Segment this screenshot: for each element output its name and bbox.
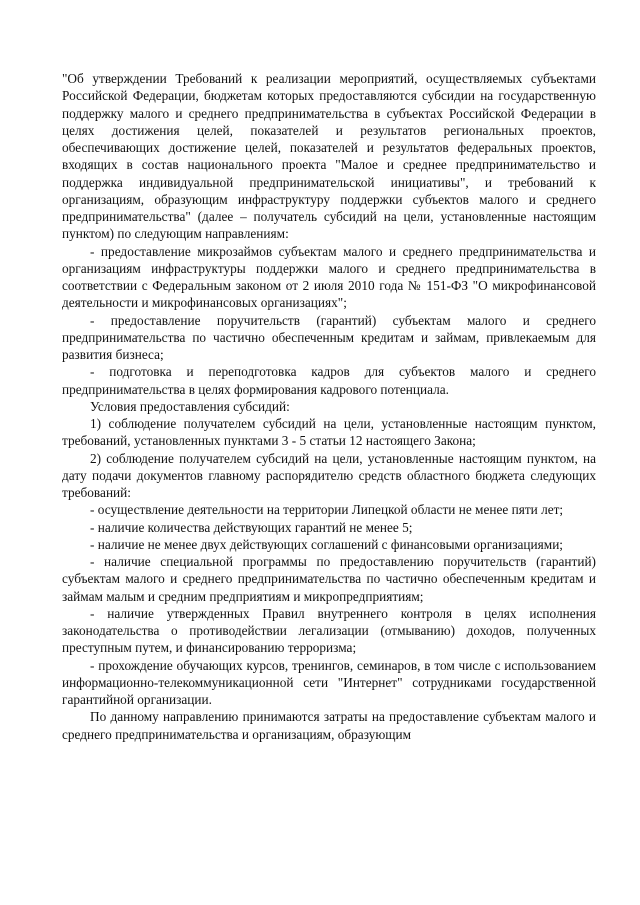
requirement-territory: - осуществление деятельности на территории Липецкой области не менее пяти лет; bbox=[90, 502, 564, 518]
list-item-training: - подготовка и переподготовка кадров для субъектов малого и среднего предпринимательства в целях формирования кадрового потенциала. bbox=[62, 364, 596, 397]
requirement-special-program: - наличие специальной программы по предоставлению поручительств (гарантий) субъектам малого и среднего предпринимательства по частично обеспеченным кредитам и займам малым и средним предприятиям и микропредприятиям; bbox=[62, 554, 596, 604]
requirement-agreements: - наличие не менее двух действующих соглашений с финансовыми организациями; bbox=[90, 536, 564, 552]
document-page bbox=[62, 70, 596, 743]
paragraph-costs: По данному направлению принимаются затраты на предоставление субъектам малого и среднего предпринимательства и организациям, образующим bbox=[62, 709, 596, 742]
requirement-training-courses: - прохождение обучающих курсов, тренингов, семинаров, в том числе с использованием информационно-телекоммуникационной сети "Интернет" сотрудниками государственной гарантийной организации. bbox=[62, 657, 596, 707]
condition-1: 1) соблюдение получателем субсидий на цели, установленные настоящим пунктом, требований, установленных пунктами 3 - 5 статьи 12 настоящего Закона; bbox=[62, 416, 596, 449]
paragraph-intro: "Об утверждении Требований к реализации мероприятий, осуществляемых субъектами Российской Федерации, бюджетам которых предоставляются субсидии на государственную поддержку малого и среднего предпринимательства в субъектах Российской Федерации в целях достижения целей, показателей и результатов региональных проектов, обеспечивающих достижение целей, показателей и результатов федеральных проектов, входящих в состав национального проекта "Малое и среднее предпринимательство и поддержка индивидуальной предпринимательской инициативы", и требований к организациям, образующим инфраструктуру поддержки субъектов малого и среднего предпринимательства" (далее – получатель субсидий на цели, установленные настоящим пунктом) по следующим направлениям: bbox=[62, 71, 596, 242]
requirement-internal-control: - наличие утвержденных Правил внутреннего контроля в целях исполнения законодательства о противодействии легализации (отмыванию) доходов, полученных преступным путем, и финансированию терроризма; bbox=[62, 605, 596, 656]
list-item-microloans: - предоставление микрозаймов субъектам малого и среднего предпринимательства и организациям инфраструктуры поддержки малого и среднего предпринимательства в соответствии с Федеральным законом от 2 июля 2010 года № 151-ФЗ "О микрофинансовой деятельности и микрофинансовых организациях"; bbox=[62, 243, 596, 311]
condition-2: 2) соблюдение получателем субсидий на цели, установленные настоящим пунктом, на дату подачи документов главному распорядителю средств областного бюджета следующих требований: bbox=[62, 450, 596, 500]
list-item-guarantees: - предоставление поручительств (гарантий) субъектам малого и среднего предпринимательства по частично обеспеченным кредитам и займам, привлекаемым для развития бизнеса; bbox=[62, 312, 596, 362]
requirement-guarantees-count: - наличие количества действующих гарантий не менее 5; bbox=[90, 519, 413, 535]
conditions-heading: Условия предоставления субсидий: bbox=[90, 398, 290, 414]
